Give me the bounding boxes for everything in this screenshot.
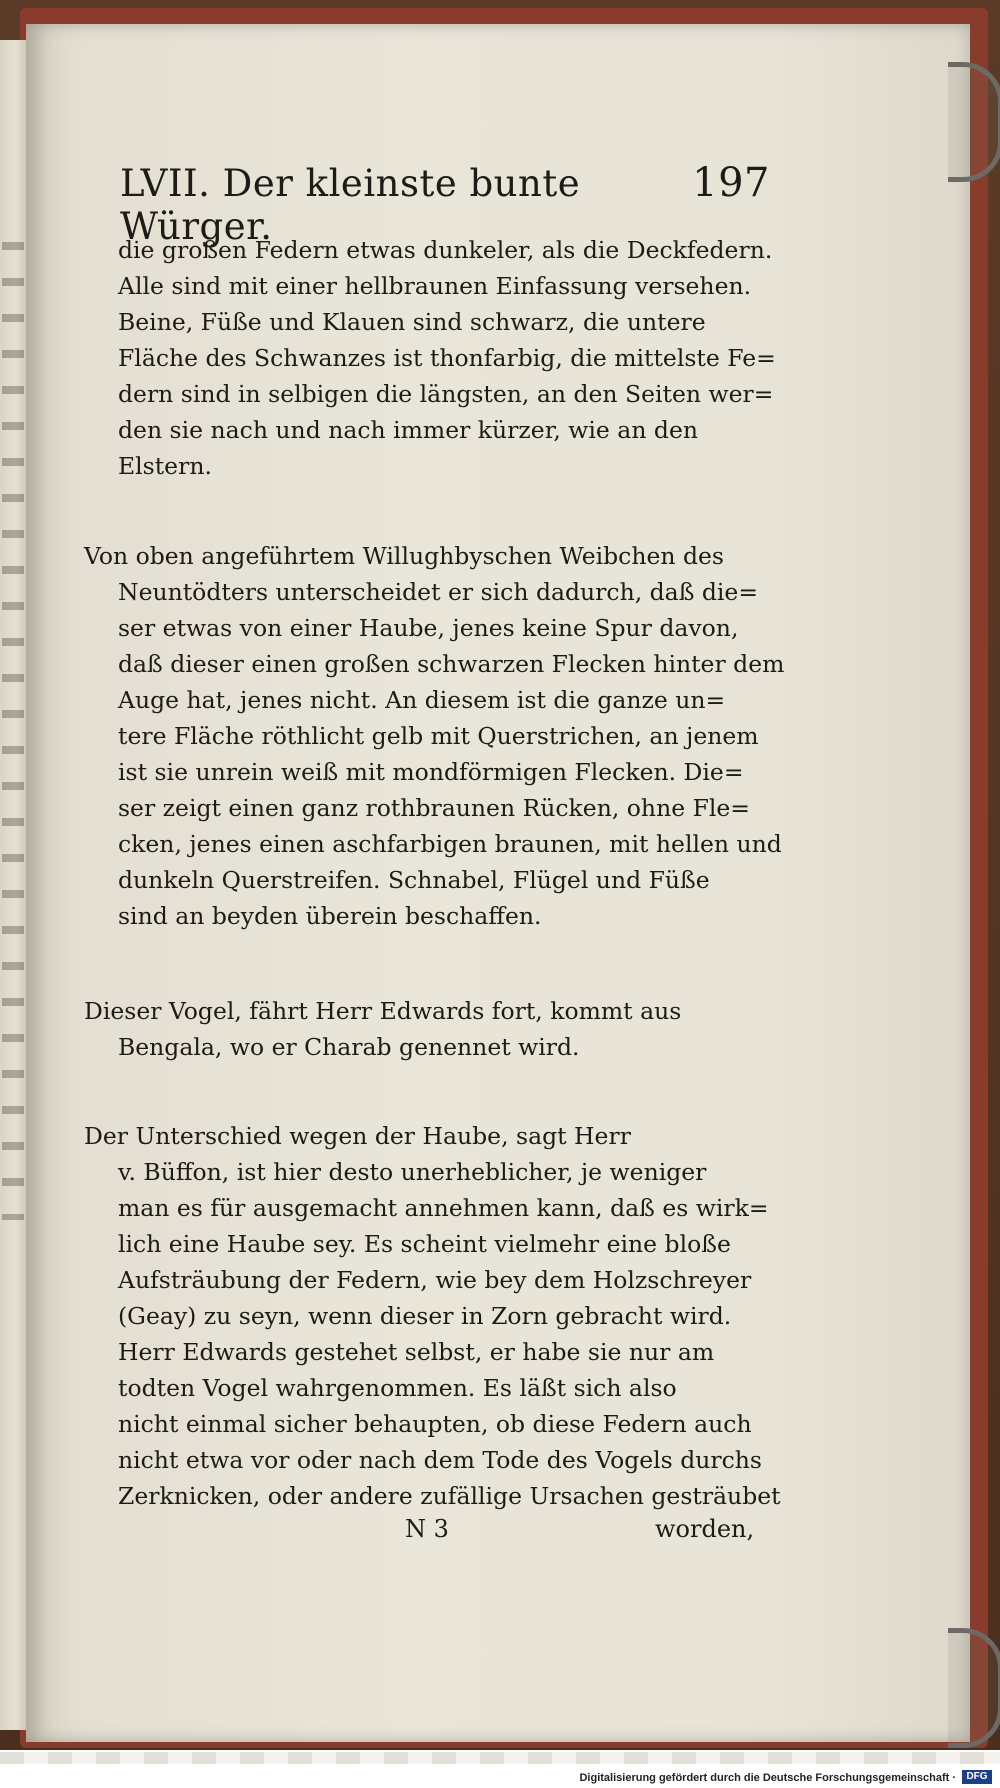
text-line: Elstern. <box>118 452 212 480</box>
text-line: (Geay) zu seyn, wenn dieser in Zorn gebracht wird. <box>118 1302 732 1330</box>
text-line: ser etwas von einer Haube, jenes keine Spur davon, <box>118 614 739 642</box>
digitization-credit: Digitalisierung gefördert durch die Deutsche Forschungsgemeinschaft · <box>579 1772 956 1784</box>
page-number: 197 <box>692 160 770 206</box>
text-line: nicht etwa vor oder nach dem Tode des Vogels durchs <box>118 1446 762 1474</box>
page-clip-top <box>948 62 1000 182</box>
page-clip-bottom <box>948 1628 1000 1748</box>
text-line: dunkeln Querstreifen. Schnabel, Flügel und Füße <box>118 866 710 894</box>
paragraph-1 <box>118 232 776 484</box>
text-line: Auge hat, jenes nicht. An diesem ist die ganze un= <box>118 686 726 714</box>
text-line: cken, jenes einen aschfarbigen braunen, mit hellen und <box>118 830 782 858</box>
text-line: v. Büffon, ist hier desto unerheblicher, je weniger <box>118 1158 707 1186</box>
dfg-logo: DFG <box>962 1770 992 1784</box>
text-line: daß dieser einen großen schwarzen Flecken hinter dem <box>118 650 785 678</box>
previous-page-text-fragments <box>2 220 24 1220</box>
paragraph-3 <box>84 993 734 1065</box>
text-line: sind an beyden überein beschaffen. <box>118 902 542 930</box>
text-line: Der Unterschied wegen der Haube, sagt Herr <box>84 1122 631 1150</box>
previous-page-edge <box>0 40 27 1730</box>
text-line: Dieser Vogel, fährt Herr Edwards fort, kommt aus <box>84 997 682 1025</box>
text-line: ser zeigt einen ganz rothbraunen Rücken, ohne Fle= <box>118 794 750 822</box>
text-line: den sie nach und nach immer kürzer, wie an den <box>118 416 699 444</box>
text-line: dern sind in selbigen die längsten, an den Seiten wer= <box>118 380 774 408</box>
paragraph-2 <box>84 538 785 934</box>
text-line: die großen Federn etwas dunkeler, als die Deckfedern. <box>118 236 773 264</box>
chapter-title: LVII. Der kleinste bunte Würger. <box>120 162 581 248</box>
text-line: Beine, Füße und Klauen sind schwarz, die untere <box>118 308 706 336</box>
text-line: Herr Edwards gestehet selbst, er habe sie nur am <box>118 1338 715 1366</box>
text-line: ist sie unrein weiß mit mondförmigen Flecken. Die= <box>118 758 744 786</box>
text-line: Von oben angeführtem Willughbyschen Weibchen des <box>84 542 724 570</box>
text-line: tere Fläche röthlicht gelb mit Querstrichen, an jenem <box>118 722 759 750</box>
text-line: Fläche des Schwanzes ist thonfarbig, die mittelste Fe= <box>118 344 776 372</box>
signature-mark: N 3 <box>405 1515 449 1543</box>
text-line: nicht einmal sicher behaupten, ob diese Federn auch <box>118 1410 752 1438</box>
text-line: Zerknicken, oder andere zufällige Ursachen gesträubet <box>118 1482 781 1510</box>
text-line: lich eine Haube sey. Es scheint vielmehr eine bloße <box>118 1230 731 1258</box>
text-line: Alle sind mit einer hellbraunen Einfassung versehen. <box>118 272 752 300</box>
text-line: Bengala, wo er Charab genennet wird. <box>118 1033 580 1061</box>
text-line: Neuntödters unterscheidet er sich dadurch, daß die= <box>118 578 759 606</box>
text-line: man es für ausgemacht annehmen kann, daß es wirk= <box>118 1194 769 1222</box>
text-line: todten Vogel wahrgenommen. Es läßt sich also <box>118 1374 677 1402</box>
catchword: worden, <box>655 1515 755 1543</box>
text-line: Aufsträubung der Federn, wie bey dem Holzschreyer <box>118 1266 752 1294</box>
paragraph-4 <box>84 1118 781 1514</box>
color-scale-bar <box>0 1752 1000 1764</box>
